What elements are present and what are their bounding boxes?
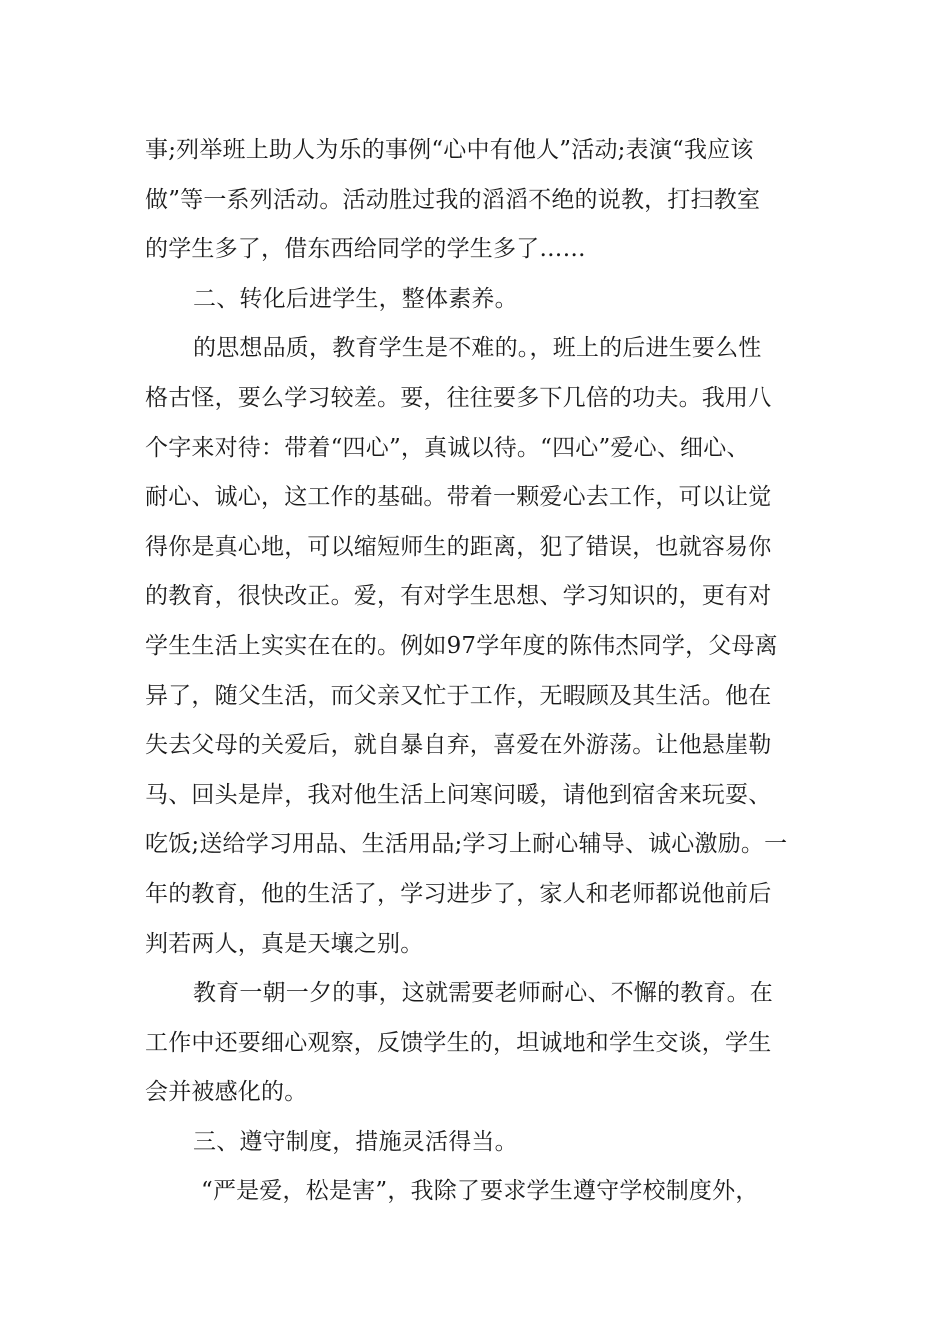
text-line: 异了，随父生活，而父亲又忙于工作，无暇顾及其生活。他在: [145, 682, 772, 709]
section-heading: 二、转化后进学生，整体素养。: [193, 285, 518, 312]
text-line: 工作中还要细心观察，反馈学生的，坦诚地和学生交谈，学生: [145, 1029, 772, 1056]
text-line: 个字来对待：带着“四心”，真诚以待。“四心”爱心、细心、: [145, 434, 750, 461]
text-line: 的思想品质，教育学生是不难的。，班上的后进生要么性: [193, 335, 762, 362]
text-line: 的学生多了，借东西给同学的学生多了……: [145, 236, 586, 263]
text-line: 判若两人，真是天壤之别。: [145, 930, 424, 957]
text-line: 格古怪，要么学习较差。要，往往要多下几倍的功夫。我用八: [145, 384, 772, 411]
text-line: 事;列举班上助人为乐的事例“心中有他人”活动;表演“我应该: [145, 137, 754, 163]
text-line: 得你是真心地，可以缩短师生的距离，犯了错误，也就容易你: [145, 533, 772, 560]
body-text: [145, 126, 825, 1217]
text-line: 年的教育，他的生活了，学习进步了，家人和老师都说他前后: [145, 880, 772, 907]
text-line: 吃饭;送给学习用品、生活用品;学习上耐心辅导、诚心激励。一: [145, 831, 788, 858]
text-line: 会并被感化的。: [145, 1079, 308, 1106]
text-line: 的教育，很快改正。爱，有对学生思想、学习知识的，更有对: [145, 583, 772, 610]
text-line: “严是爱，松是害”，我除了要求学生遵守学校制度外，: [201, 1178, 759, 1205]
text-line: 失去父母的关爱后，就自暴自弃，喜爱在外游荡。让他悬崖勒: [145, 732, 772, 759]
text-line: 耐心、诚心，这工作的基础。带着一颗爱心去工作，可以让觉: [145, 484, 772, 511]
text-line: 做”等一系列活动。活动胜过我的滔滔不绝的说教，打扫教室: [145, 186, 761, 213]
text-line: 教育一朝一夕的事，这就需要老师耐心、不懈的教育。在: [193, 980, 773, 1007]
section-heading: 三、遵守制度，措施灵活得当。: [193, 1128, 518, 1155]
text-line: 学生生活上实实在在的。例如97学年度的陈伟杰同学，父母离: [145, 632, 778, 659]
text-line: 马、回头是岸，我对他生活上问寒问暖，请他到宿舍来玩耍、: [145, 781, 772, 808]
